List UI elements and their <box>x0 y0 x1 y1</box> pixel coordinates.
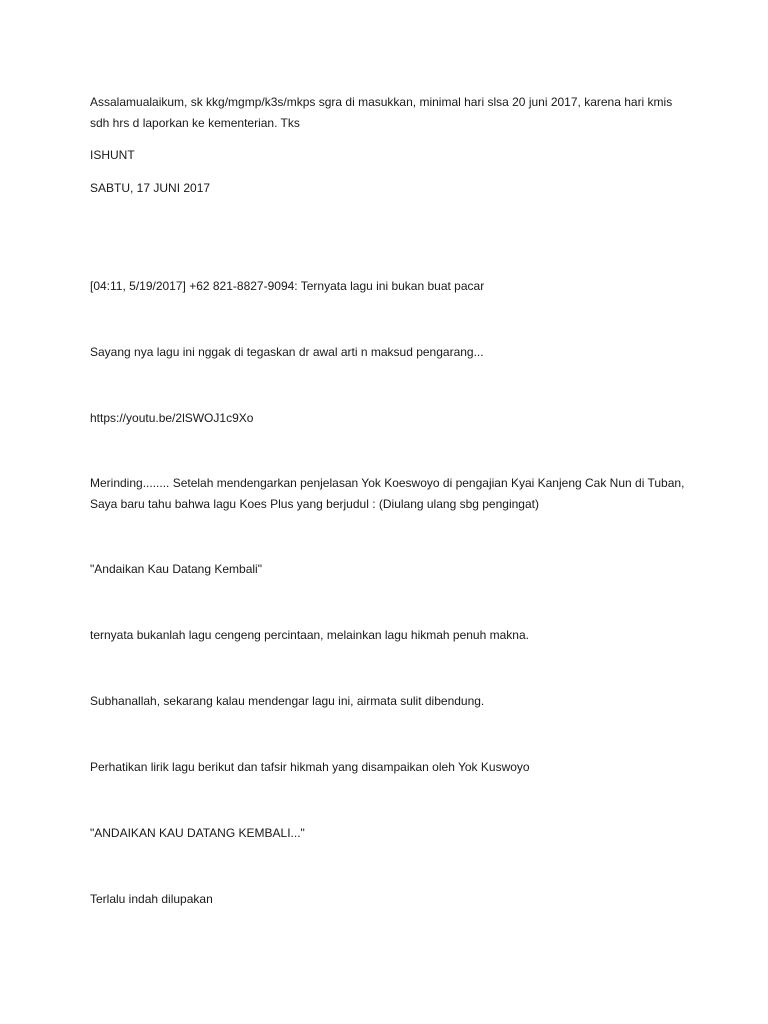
song-title-quote: "Andaikan Kau Datang Kembali" <box>90 562 262 576</box>
lyric-line: Terlalu indah dilupakan <box>90 892 213 906</box>
body-paragraph: Merinding........ Setelah mendengarkan penjelasan Yok Koeswoyo di pengajian Kyai Kanjeng Cak Nun di Tuban, Saya baru tahu bahwa lagu Koes Plus yang berjudul : (Diulang ulang sbg pengingat) <box>90 476 685 511</box>
post-date: SABTU, 17 JUNI 2017 <box>90 181 211 195</box>
body-paragraph: Sayang nya lagu ini nggak di tegaskan dr awal arti n maksud pengarang... <box>90 345 484 359</box>
song-title-heading: "ANDAIKAN KAU DATANG KEMBALI..." <box>90 826 305 840</box>
body-paragraph: Subhanallah, sekarang kalau mendengar lagu ini, airmata sulit dibendung. <box>90 694 485 708</box>
author-name: ISHUNT <box>90 148 135 162</box>
youtube-link[interactable]: https://youtu.be/2lSWOJ1c9Xo <box>90 411 254 425</box>
body-paragraph: ternyata bukanlah lagu cengeng percintaan, melainkan lagu hikmah penuh makna. <box>90 628 529 642</box>
greeting-paragraph: Assalamualaikum, sk kkg/mgmp/k3s/mkps sgra di masukkan, minimal hari slsa 20 juni 2017, karena hari kmis sdh hrs d laporkan ke kementerian. Tks <box>90 95 673 130</box>
chat-message-header: [04:11, 5/19/2017] +62 821-8827-9094: Ternyata lagu ini bukan buat pacar <box>90 279 485 293</box>
body-paragraph: Perhatikan lirik lagu berikut dan tafsir hikmah yang disampaikan oleh Yok Kuswoyo <box>90 760 530 774</box>
